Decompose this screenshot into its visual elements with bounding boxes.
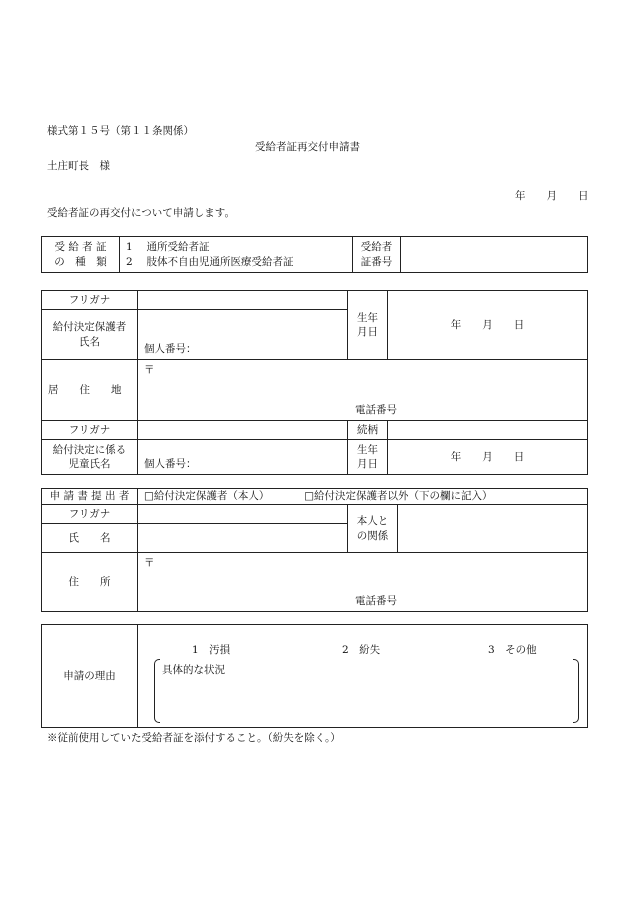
submitter-label: 申 請 書 提 出 者 <box>42 489 138 505</box>
child-birth-label: 生年 月日 <box>348 440 388 475</box>
applicant-postal-mark: 〒 <box>144 557 155 569</box>
applicant-relation-field[interactable] <box>398 505 588 553</box>
applicant-address-field[interactable] <box>138 553 588 612</box>
option-medical-certificate[interactable]: 2 肢体不自由児通所医療受給者証 <box>126 255 294 268</box>
child-name-field[interactable] <box>138 440 348 475</box>
intro-statement: 受給者証の再交付について申請します。 <box>47 207 235 219</box>
applicant-name-label: 氏 名 <box>42 524 138 553</box>
child-birth-date[interactable]: 年 月 日 <box>388 440 588 475</box>
details-box[interactable] <box>154 659 579 721</box>
guardian-furigana-label: フリガナ <box>42 291 138 310</box>
submitter-options <box>138 489 588 505</box>
certificate-type-label: 受 給 者 証 の 種 類 <box>42 237 120 273</box>
submitter-option-self[interactable]: □給付決定保護者（本人） <box>144 490 270 503</box>
address-label: 居 住 地 <box>42 360 138 421</box>
guardian-furigana-field[interactable] <box>138 291 348 310</box>
guardian-child-table <box>41 290 588 475</box>
applicant-table <box>41 488 588 612</box>
applicant-relation-label: 本人と の関係 <box>348 505 398 553</box>
details-label: 具体的な状況 <box>162 664 225 676</box>
child-name-label: 給付決定に係る 児童氏名 <box>42 440 138 475</box>
guardian-mynumber-label: 個人番号： <box>144 342 197 355</box>
address-field[interactable] <box>138 360 588 421</box>
reason-label: 申請の理由 <box>42 625 138 728</box>
guardian-name-field[interactable] <box>138 310 348 360</box>
footer-note: ※従前使用していた受給者証を添付すること。（紛失を除く。） <box>47 732 341 744</box>
postal-mark: 〒 <box>144 364 155 376</box>
left-bracket <box>154 659 160 723</box>
submitter-option-other[interactable]: □給付決定保護者以外（下の欄に記入） <box>304 490 493 503</box>
relation-field[interactable] <box>388 421 588 440</box>
guardian-birth-label: 生年 月日 <box>348 291 388 360</box>
applicant-furigana-label: フリガナ <box>42 505 138 524</box>
reason-option-soiled[interactable]: 1 汚損 <box>192 644 231 656</box>
relation-label: 続柄 <box>348 421 388 440</box>
form-title: 受給者証再交付申請書 <box>255 141 360 153</box>
reason-table <box>41 624 588 728</box>
applicant-address-label: 住 所 <box>42 553 138 612</box>
form-number: 様式第１５号（第１１条関係） <box>47 125 194 137</box>
child-furigana-field[interactable] <box>138 421 348 440</box>
addressee: 土庄町長 様 <box>47 160 110 172</box>
certificate-type-table <box>41 236 588 273</box>
reason-option-lost[interactable]: 2 紛失 <box>342 644 381 656</box>
applicant-furigana-field[interactable] <box>138 505 348 524</box>
child-mynumber-label: 個人番号： <box>144 457 197 470</box>
application-date[interactable]: 年 月 日 <box>515 190 589 202</box>
applicant-phone-label: 電話番号 <box>355 595 397 607</box>
reason-option-other[interactable]: 3 その他 <box>488 644 537 656</box>
certificate-type-options[interactable] <box>120 237 353 273</box>
option-day-service-certificate[interactable]: 1 通所受給者証 <box>126 241 210 254</box>
certificate-number-label: 受給者 証番号 <box>353 237 401 273</box>
phone-label: 電話番号 <box>355 404 397 416</box>
reason-content <box>138 625 588 728</box>
right-bracket <box>573 659 579 723</box>
certificate-number-field[interactable] <box>401 237 588 273</box>
guardian-birth-date[interactable]: 年 月 日 <box>388 291 588 360</box>
guardian-name-label: 給付決定保護者 氏名 <box>42 310 138 360</box>
child-furigana-label: フリガナ <box>42 421 138 440</box>
applicant-name-field[interactable] <box>138 524 348 553</box>
